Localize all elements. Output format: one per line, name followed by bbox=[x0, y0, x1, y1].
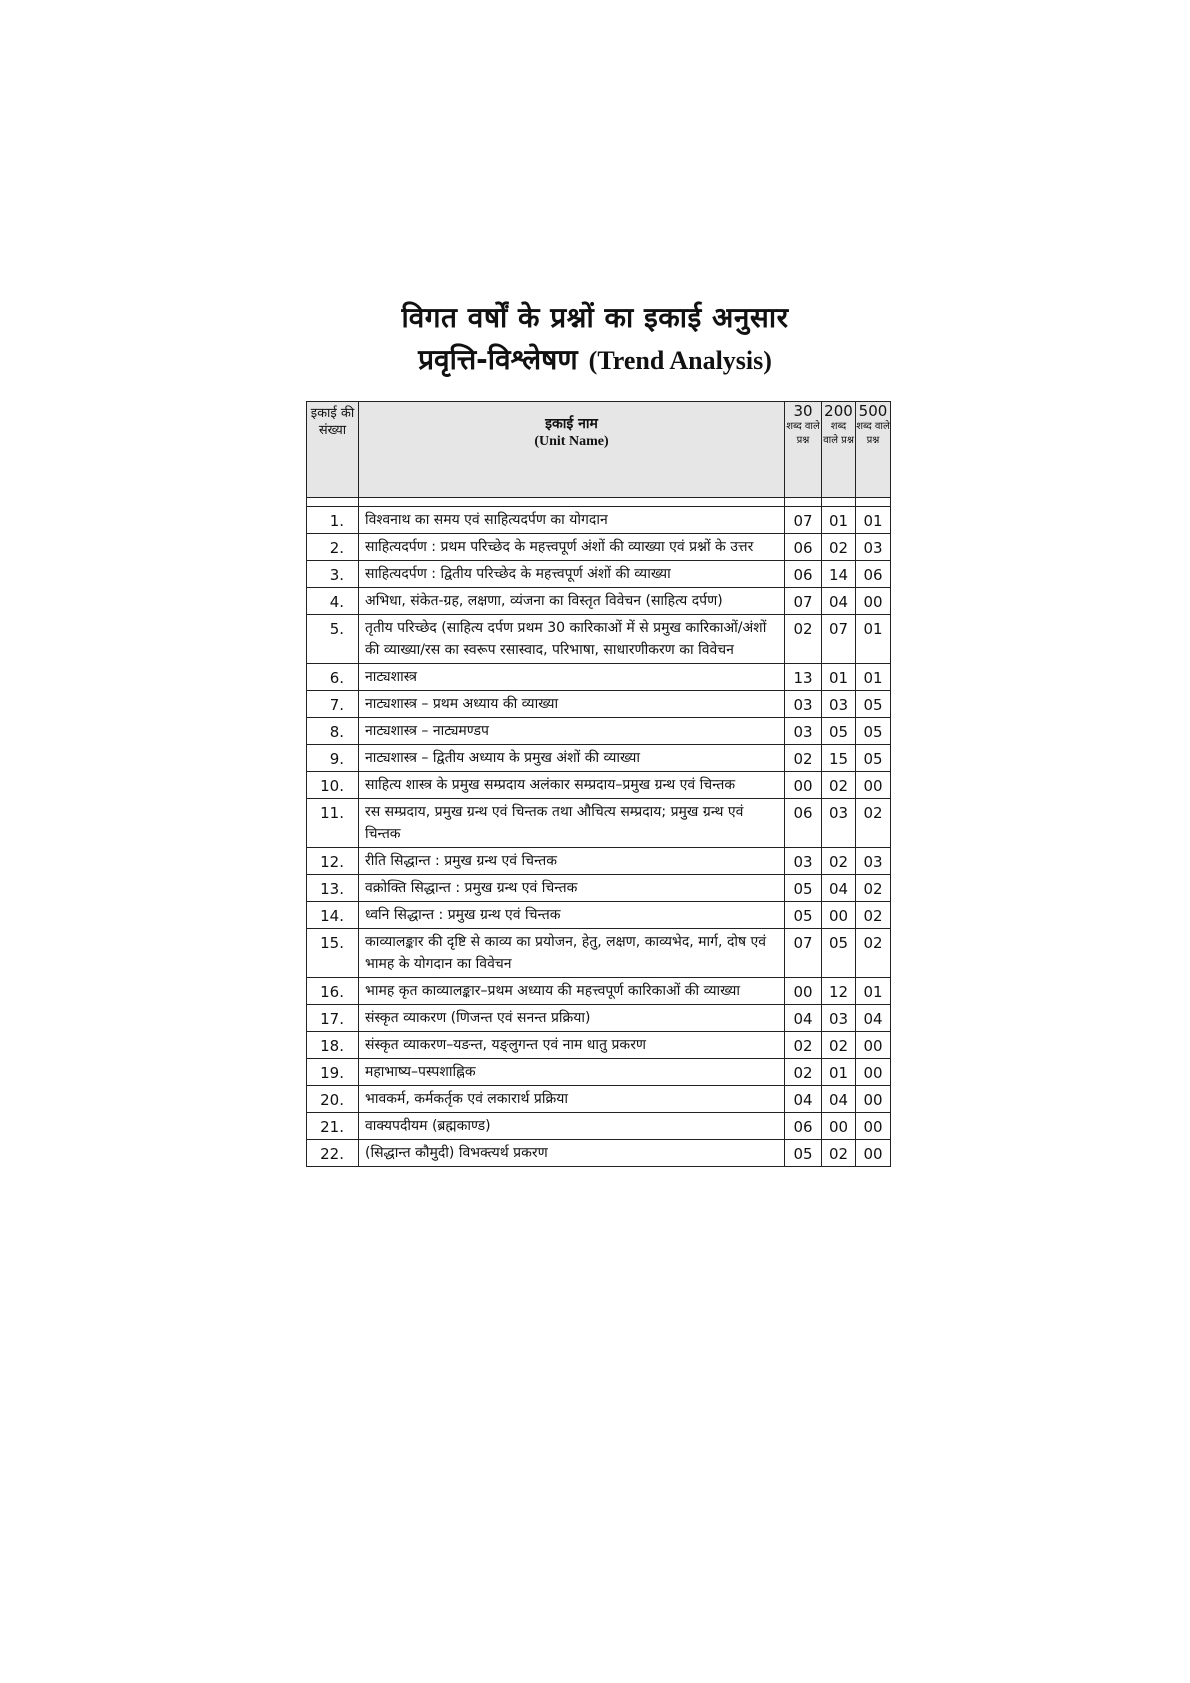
unit-name-cell: अभिधा, संकेत-ग्रह, लक्षणा, व्यंजना का विस्तृत विवेचन (साहित्य दर्पण) bbox=[359, 588, 785, 615]
table-header-row bbox=[307, 402, 891, 498]
table-row bbox=[307, 772, 891, 799]
count-500-word-cell: 01 bbox=[856, 664, 891, 691]
count-30-word-cell: 13 bbox=[785, 664, 822, 691]
count-30-word-cell: 03 bbox=[785, 718, 822, 745]
unit-number-cell: 1. bbox=[307, 507, 359, 534]
table-row bbox=[307, 561, 891, 588]
header-200-word bbox=[822, 402, 856, 498]
spacer-cell bbox=[856, 498, 891, 507]
unit-number-cell: 3. bbox=[307, 561, 359, 588]
unit-number-cell: 11. bbox=[307, 799, 359, 848]
count-200-word-cell: 03 bbox=[822, 799, 856, 848]
count-30-word-cell: 07 bbox=[785, 588, 822, 615]
spacer-cell bbox=[822, 498, 856, 507]
header-unit-number: इकाई की संख्या bbox=[307, 402, 359, 498]
count-500-word-cell: 00 bbox=[856, 1113, 891, 1140]
table-row bbox=[307, 1005, 891, 1032]
count-500-word-cell: 00 bbox=[856, 1032, 891, 1059]
unit-number-cell: 7. bbox=[307, 691, 359, 718]
page-title-line-2 bbox=[0, 340, 1190, 384]
count-500-word-cell: 00 bbox=[856, 1086, 891, 1113]
count-500-word-cell: 05 bbox=[856, 691, 891, 718]
count-30-word-cell: 05 bbox=[785, 1140, 822, 1167]
table-row bbox=[307, 615, 891, 664]
count-200-word-cell: 03 bbox=[822, 691, 856, 718]
count-200-word-cell: 02 bbox=[822, 1140, 856, 1167]
unit-name-cell: साहित्यदर्पण : प्रथम परिच्छेद के महत्त्वपूर्ण अंशों की व्याख्या एवं प्रश्नों के उत्तर bbox=[359, 534, 785, 561]
count-30-word-cell: 03 bbox=[785, 848, 822, 875]
unit-number-cell: 4. bbox=[307, 588, 359, 615]
table-row bbox=[307, 929, 891, 978]
count-500-word-cell: 01 bbox=[856, 615, 891, 664]
unit-name-cell: नाट्यशास्त्र bbox=[359, 664, 785, 691]
spacer-cell bbox=[359, 498, 785, 507]
count-200-word-cell: 02 bbox=[822, 848, 856, 875]
unit-number-cell: 2. bbox=[307, 534, 359, 561]
unit-name-cell: रस सम्प्रदाय, प्रमुख ग्रन्थ एवं चिन्तक तथा औचित्य सम्प्रदाय; प्रमुख ग्रन्थ एवं चिन्तक bbox=[359, 799, 785, 848]
count-30-word-cell: 06 bbox=[785, 799, 822, 848]
unit-name-cell: भामह कृत काव्यालङ्कार–प्रथम अध्याय की महत्त्वपूर्ण कारिकाओं की व्याख्या bbox=[359, 978, 785, 1005]
count-30-word-cell: 07 bbox=[785, 929, 822, 978]
count-30-word-cell: 04 bbox=[785, 1086, 822, 1113]
count-30-word-cell: 03 bbox=[785, 691, 822, 718]
count-200-word-cell: 02 bbox=[822, 772, 856, 799]
count-200-word-cell: 02 bbox=[822, 1032, 856, 1059]
header-500-label: शब्द वाले प्रश्न bbox=[856, 421, 890, 446]
count-500-word-cell: 00 bbox=[856, 1059, 891, 1086]
header-200-number: 200 bbox=[824, 402, 853, 420]
count-200-word-cell: 04 bbox=[822, 1086, 856, 1113]
count-500-word-cell: 04 bbox=[856, 1005, 891, 1032]
trend-analysis-table bbox=[306, 401, 891, 1167]
count-500-word-cell: 02 bbox=[856, 902, 891, 929]
unit-name-cell: काव्यालङ्कार की दृष्टि से काव्य का प्रयोजन, हेतु, लक्षण, काव्यभेद, मार्ग, दोष एवं भामह के योगदान का विवेचन bbox=[359, 929, 785, 978]
table-row bbox=[307, 1140, 891, 1167]
count-200-word-cell: 14 bbox=[822, 561, 856, 588]
header-unit-name-hindi: इकाई नाम bbox=[545, 416, 598, 432]
unit-number-cell: 22. bbox=[307, 1140, 359, 1167]
table-row bbox=[307, 534, 891, 561]
count-500-word-cell: 00 bbox=[856, 1140, 891, 1167]
count-30-word-cell: 05 bbox=[785, 902, 822, 929]
unit-number-cell: 19. bbox=[307, 1059, 359, 1086]
unit-name-cell: वक्रोक्ति सिद्धान्त : प्रमुख ग्रन्थ एवं चिन्तक bbox=[359, 875, 785, 902]
count-200-word-cell: 12 bbox=[822, 978, 856, 1005]
unit-name-cell: ध्वनि सिद्धान्त : प्रमुख ग्रन्थ एवं चिन्तक bbox=[359, 902, 785, 929]
unit-name-cell: विश्वनाथ का समय एवं साहित्यदर्पण का योगदान bbox=[359, 507, 785, 534]
page-title-block bbox=[0, 298, 1190, 384]
unit-name-cell: नाट्यशास्त्र – द्वितीय अध्याय के प्रमुख अंशों की व्याख्या bbox=[359, 745, 785, 772]
count-30-word-cell: 05 bbox=[785, 875, 822, 902]
count-30-word-cell: 04 bbox=[785, 1005, 822, 1032]
count-30-word-cell: 02 bbox=[785, 1032, 822, 1059]
count-30-word-cell: 07 bbox=[785, 507, 822, 534]
spacer-cell bbox=[785, 498, 822, 507]
table-row bbox=[307, 1032, 891, 1059]
count-200-word-cell: 01 bbox=[822, 507, 856, 534]
header-500-word bbox=[856, 402, 891, 498]
unit-name-cell: संस्कृत व्याकरण (णिजन्त एवं सनन्त प्रक्रिया) bbox=[359, 1005, 785, 1032]
count-200-word-cell: 01 bbox=[822, 1059, 856, 1086]
unit-number-cell: 17. bbox=[307, 1005, 359, 1032]
count-200-word-cell: 05 bbox=[822, 718, 856, 745]
count-500-word-cell: 05 bbox=[856, 718, 891, 745]
unit-name-cell: तृतीय परिच्छेद (साहित्य दर्पण प्रथम 30 कारिकाओं में से प्रमुख कारिकाओं/अंशों की व्याख्या/रस का स्वरूप रसास्वाद, परिभाषा, साधारणीकरण का विवेचन bbox=[359, 615, 785, 664]
table-row bbox=[307, 848, 891, 875]
table-row bbox=[307, 875, 891, 902]
count-500-word-cell: 02 bbox=[856, 875, 891, 902]
unit-name-cell: संस्कृत व्याकरण–यङन्त, यङ्लुगन्त एवं नाम धातु प्रकरण bbox=[359, 1032, 785, 1059]
table-body bbox=[307, 498, 891, 1167]
unit-number-cell: 14. bbox=[307, 902, 359, 929]
count-30-word-cell: 00 bbox=[785, 978, 822, 1005]
spacer-cell bbox=[307, 498, 359, 507]
count-200-word-cell: 04 bbox=[822, 875, 856, 902]
table-row bbox=[307, 718, 891, 745]
count-200-word-cell: 02 bbox=[822, 534, 856, 561]
unit-name-cell: वाक्यपदीयम (ब्रह्मकाण्ड) bbox=[359, 1113, 785, 1140]
unit-number-cell: 15. bbox=[307, 929, 359, 978]
count-500-word-cell: 00 bbox=[856, 772, 891, 799]
count-30-word-cell: 02 bbox=[785, 1059, 822, 1086]
count-500-word-cell: 01 bbox=[856, 507, 891, 534]
count-30-word-cell: 02 bbox=[785, 615, 822, 664]
table-row bbox=[307, 1086, 891, 1113]
count-500-word-cell: 01 bbox=[856, 978, 891, 1005]
count-200-word-cell: 15 bbox=[822, 745, 856, 772]
header-unit-name bbox=[359, 402, 785, 498]
table-row bbox=[307, 745, 891, 772]
unit-name-cell: नाट्यशास्त्र – प्रथम अध्याय की व्याख्या bbox=[359, 691, 785, 718]
unit-number-cell: 8. bbox=[307, 718, 359, 745]
table-row bbox=[307, 799, 891, 848]
unit-name-cell: भावकर्म, कर्मकर्तृक एवं लकारार्थ प्रक्रिया bbox=[359, 1086, 785, 1113]
unit-number-cell: 21. bbox=[307, 1113, 359, 1140]
unit-number-cell: 5. bbox=[307, 615, 359, 664]
count-200-word-cell: 04 bbox=[822, 588, 856, 615]
count-500-word-cell: 06 bbox=[856, 561, 891, 588]
header-30-number: 30 bbox=[793, 402, 813, 420]
count-30-word-cell: 06 bbox=[785, 534, 822, 561]
count-500-word-cell: 05 bbox=[856, 745, 891, 772]
unit-name-cell: नाट्यशास्त्र – नाट्यमण्डप bbox=[359, 718, 785, 745]
count-200-word-cell: 00 bbox=[822, 1113, 856, 1140]
unit-name-cell: साहित्य शास्त्र के प्रमुख सम्प्रदाय अलंकार सम्प्रदाय–प्रमुख ग्रन्थ एवं चिन्तक bbox=[359, 772, 785, 799]
count-30-word-cell: 06 bbox=[785, 1113, 822, 1140]
count-500-word-cell: 03 bbox=[856, 534, 891, 561]
header-30-word bbox=[785, 402, 822, 498]
unit-number-cell: 18. bbox=[307, 1032, 359, 1059]
unit-number-cell: 12. bbox=[307, 848, 359, 875]
count-30-word-cell: 02 bbox=[785, 745, 822, 772]
count-200-word-cell: 03 bbox=[822, 1005, 856, 1032]
page-title-line-1: विगत वर्षों के प्रश्नों का इकाई अनुसार bbox=[401, 301, 789, 334]
unit-name-cell: साहित्यदर्पण : द्वितीय परिच्छेद के महत्त्वपूर्ण अंशों की व्याख्या bbox=[359, 561, 785, 588]
table-row bbox=[307, 664, 891, 691]
count-30-word-cell: 00 bbox=[785, 772, 822, 799]
count-200-word-cell: 00 bbox=[822, 902, 856, 929]
count-30-word-cell: 06 bbox=[785, 561, 822, 588]
unit-name-cell: (सिद्धान्त कौमुदी) विभक्त्यर्थ प्रकरण bbox=[359, 1140, 785, 1167]
count-200-word-cell: 01 bbox=[822, 664, 856, 691]
unit-number-cell: 9. bbox=[307, 745, 359, 772]
header-200-label: शब्द वाले प्रश्न bbox=[823, 421, 854, 446]
table-row bbox=[307, 507, 891, 534]
count-500-word-cell: 00 bbox=[856, 588, 891, 615]
unit-number-cell: 20. bbox=[307, 1086, 359, 1113]
count-200-word-cell: 07 bbox=[822, 615, 856, 664]
table-row bbox=[307, 978, 891, 1005]
count-500-word-cell: 02 bbox=[856, 929, 891, 978]
table-row bbox=[307, 1059, 891, 1086]
unit-name-cell: महाभाष्य–पस्पशाह्निक bbox=[359, 1059, 785, 1086]
header-30-label: शब्द वाले प्रश्न bbox=[786, 421, 820, 446]
count-200-word-cell: 05 bbox=[822, 929, 856, 978]
table-row bbox=[307, 1113, 891, 1140]
header-unit-name-english: (Unit Name) bbox=[534, 434, 609, 449]
header-500-number: 500 bbox=[858, 402, 888, 420]
unit-number-cell: 16. bbox=[307, 978, 359, 1005]
unit-number-cell: 6. bbox=[307, 664, 359, 691]
unit-number-cell: 13. bbox=[307, 875, 359, 902]
unit-name-cell: रीति सिद्धान्त : प्रमुख ग्रन्थ एवं चिन्तक bbox=[359, 848, 785, 875]
count-500-word-cell: 03 bbox=[856, 848, 891, 875]
header-spacer-row bbox=[307, 498, 891, 507]
page-title-hindi: प्रवृत्ति-विश्लेषण bbox=[418, 343, 578, 376]
table-row bbox=[307, 902, 891, 929]
count-500-word-cell: 02 bbox=[856, 799, 891, 848]
unit-number-cell: 10. bbox=[307, 772, 359, 799]
table-row bbox=[307, 691, 891, 718]
page-title-english: (Trend Analysis) bbox=[588, 346, 772, 375]
table-row bbox=[307, 588, 891, 615]
